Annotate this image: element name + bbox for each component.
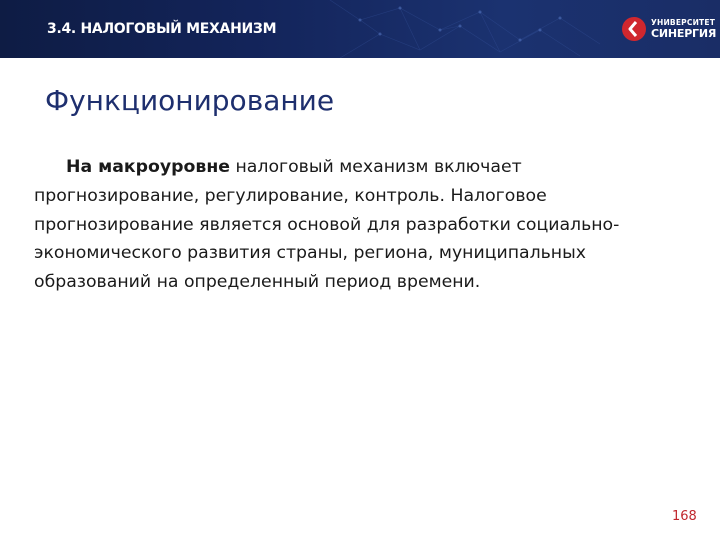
logo-text-line1: УНИВЕРСИТЕТ: [651, 18, 716, 27]
paragraph-text: налоговый механизм включает прогнозирование, регулирование, контроль. Налоговое прогнозирование является основой для разработки социально-экономического развития страны, региона, муниципальных образований на определенный период времени.: [34, 157, 620, 293]
page-number: 168: [672, 509, 697, 524]
university-logo: [621, 14, 717, 44]
header-band: [0, 0, 720, 58]
section-title: 3.4. НАЛОГОВЫЙ МЕХАНИЗМ: [47, 21, 277, 37]
page-title: Функционирование: [45, 84, 335, 117]
body-paragraph: [34, 153, 644, 297]
synergy-logo-icon: [621, 16, 647, 42]
logo-text-line2: СИНЕРГИЯ: [651, 27, 717, 40]
paragraph-lead: На макроуровне: [66, 157, 231, 177]
